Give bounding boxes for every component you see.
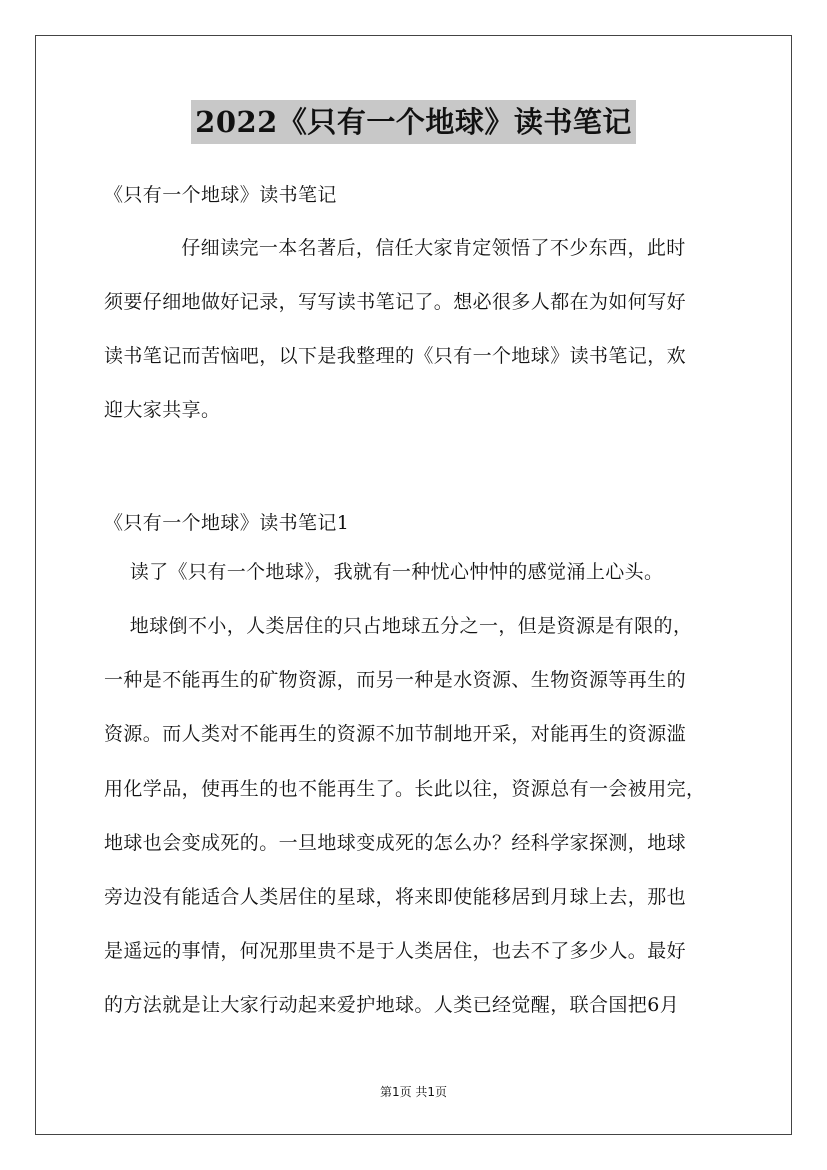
section-heading: 《只有一个地球》读书笔记1 xyxy=(104,512,350,534)
paragraph-line: 用化学品，使再生的也不能再生了。长此以往，资源总有一会被用完， xyxy=(104,777,706,800)
intro-line: 迎大家共享。 xyxy=(104,399,221,421)
page-footer: 第1页 共1页 xyxy=(379,1085,448,1099)
paragraph-line: 是遥远的事情，何况那里贵不是于人类居住，也去不了多少人。最好 xyxy=(104,940,687,963)
paragraph-line: 一种是不能再生的矿物资源，而另一种是水资源、生物资源等再生的 xyxy=(104,669,687,692)
paragraph-line: 的方法就是让大家行动起来爱护地球。人类已经觉醒，联合国把6月 xyxy=(104,994,680,1017)
intro-paragraph xyxy=(104,236,724,452)
paragraph-2 xyxy=(104,614,724,1048)
intro-line: 须要仔细地做好记录，写写读书笔记了。想必很多人都在为如何写好 xyxy=(104,291,687,313)
document-title: 2022《只有一个地球》读书笔记 xyxy=(191,100,636,144)
title-container xyxy=(0,100,827,144)
document-subtitle: 《只有一个地球》读书笔记 xyxy=(104,184,337,206)
intro-line: 仔细读完一本名著后，信任大家肯定领悟了不少东西，此时 xyxy=(104,237,686,259)
paragraph-line: 地球也会变成死的。一旦地球变成死的怎么办？经科学家探测，地球 xyxy=(104,831,687,854)
paragraph-line: 资源。而人类对不能再生的资源不加节制地开采，对能再生的资源滥 xyxy=(104,723,687,746)
paragraph-line: 旁边没有能适合人类居住的星球，将来即使能移居到月球上去，那也 xyxy=(104,885,687,908)
intro-line: 读书笔记而苦恼吧，以下是我整理的《只有一个地球》读书笔记，欢 xyxy=(104,345,687,367)
paragraph-line: 地球倒不小，人类居住的只占地球五分之一，但是资源是有限的， xyxy=(104,615,693,637)
paragraph-1 xyxy=(104,560,724,614)
paragraph-line: 读了《只有一个地球》，我就有一种忧心忡忡的感觉涌上心头。 xyxy=(104,561,664,583)
